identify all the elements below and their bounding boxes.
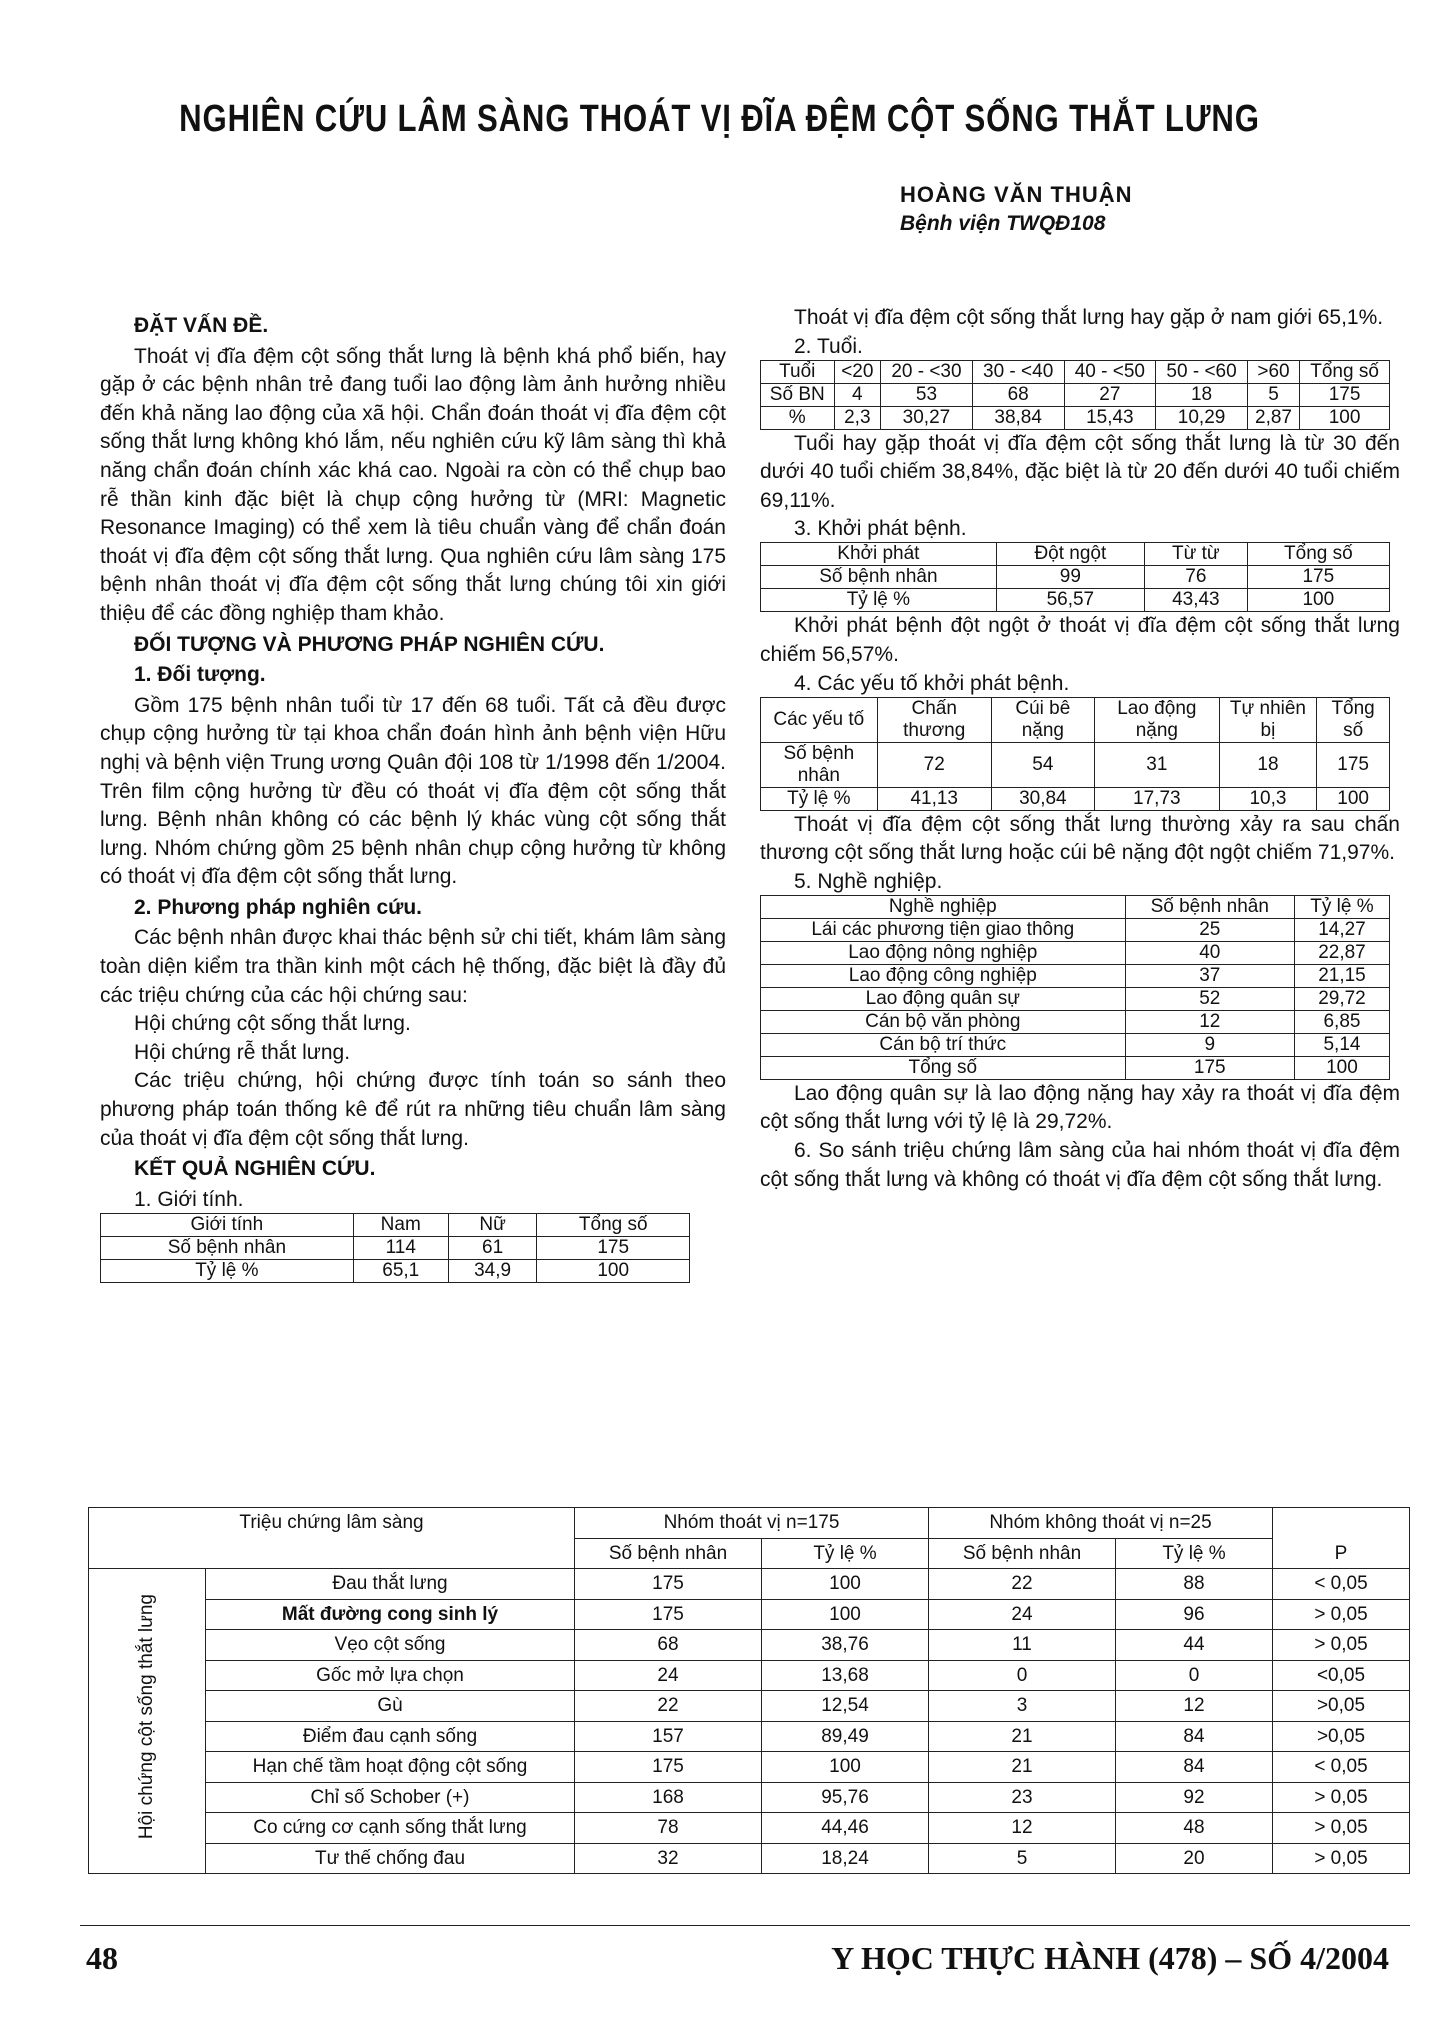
- table-cell: 56,57: [996, 589, 1144, 612]
- table-row: [761, 697, 1390, 742]
- table-cell: 20: [1116, 1843, 1273, 1874]
- paragraph-age-result: Tuổi hay gặp thoát vị đĩa đệm cột sống thắt lưng là từ 30 đến dưới 40 tuổi chiếm 38,84%, đặc biệt là từ 20 đến dưới 40 tuổi chiếm 69,11%.: [760, 431, 1400, 512]
- table-cell: 10,29: [1156, 406, 1248, 429]
- table-cell: 13,68: [762, 1660, 929, 1691]
- table-cell: 22: [929, 1569, 1116, 1600]
- table-cell: 100: [762, 1599, 929, 1630]
- table-cell: 25: [1125, 918, 1294, 941]
- table-cell: Số bệnh nhân: [1125, 895, 1294, 918]
- paragraph-method: Các bệnh nhân được khai thác bệnh sử chi tiết, khám lâm sàng toàn diện kiểm tra thần kinh một cách hệ thống, đặc biệt là đầy đủ các triệu chứng của các hội chứng sau:: [100, 926, 726, 1007]
- table-cell: >0,05: [1273, 1691, 1410, 1722]
- table-cell: 18: [1219, 742, 1317, 787]
- onset-table: [760, 542, 1390, 612]
- table-cell: 68: [575, 1630, 762, 1661]
- table-cell: 18,24: [762, 1843, 929, 1874]
- table-cell: Lái các phương tiện giao thông: [761, 918, 1126, 941]
- table-cell: 40: [1125, 941, 1294, 964]
- list-item-lumbar-syndrome: Hội chứng cột sống thắt lưng.: [134, 1012, 411, 1036]
- table-cell: <0,05: [1273, 1660, 1410, 1691]
- table-cell: 50 - <60: [1156, 360, 1248, 383]
- table-cell: 6,85: [1294, 1010, 1389, 1033]
- table-cell: Khởi phát: [761, 543, 997, 566]
- paragraph-subjects: Gồm 175 bệnh nhân tuổi từ 17 đến 68 tuổi. Tất cả đều được chụp cộng hưởng từ tại khoa chẩn đoán hình ảnh bệnh viện Hữu nghị và bệnh viện Trung ương Quân đội 108 từ 1/1998 đến 1/2004. Trên film cộng hưởng từ đều có thoát vị đĩa đệm cột sống thắt lưng. Bệnh nhân không có các bệnh lý khác vùng cột sống thắt lưng. Nhóm chứng gồm 25 bệnh nhân chụp cộng hưởng từ không có thoát vị đĩa đệm cột sống thắt lưng.: [100, 693, 726, 889]
- table-cell: 84: [1116, 1721, 1273, 1752]
- table-row: [761, 360, 1390, 383]
- table-cell: 17,73: [1094, 787, 1219, 810]
- table-cell: 32: [575, 1843, 762, 1874]
- table-cell: >60: [1247, 360, 1299, 383]
- table-header-p: P: [1273, 1508, 1410, 1569]
- sex-table: [100, 1213, 690, 1283]
- table-cell: Lao động công nghiệp: [761, 964, 1126, 987]
- table-cell: 14,27: [1294, 918, 1389, 941]
- table-cell: Co cứng cơ cạnh sống thắt lưng: [206, 1813, 575, 1844]
- table-cell: 41,13: [877, 787, 991, 810]
- paragraph-intro: Thoát vị đĩa đệm cột sống thắt lưng là bệnh khá phổ biến, hay gặp ở các bệnh nhân trẻ đang tuổi lao động làm ảnh hưởng nhiều đến khả năng lao động của xã hội. Chẩn đoán thoát vị đĩa đệm cột sống thắt lưng không khó lắm, nếu nghiên cứu kỹ lâm sàng thì khả năng chẩn đoán chính xác khá cao. Ngoài ra còn có thể chụp bao rễ thần kinh đặc biệt là chụp cộng hưởng từ (MRI: Magnetic Resonance Imaging) có thể xem là tiêu chuẩn vàng để chẩn đoán thoát vị đĩa đệm cột sống thắt lưng. Qua nghiên cứu lâm sàng 175 bệnh nhân thoát vị đĩa đệm cột sống thắt lưng chúng tôi xin giới thiệu để các đồng nghiệp tham khảo.: [100, 344, 726, 625]
- table-cell: 44,46: [762, 1813, 929, 1844]
- table-row: [89, 1813, 1410, 1844]
- table-row: [89, 1691, 1410, 1722]
- table-row: [101, 1259, 690, 1282]
- table-cell: 22: [575, 1691, 762, 1722]
- table-cell: Số bệnh nhân: [761, 566, 997, 589]
- table-cell: 68: [972, 383, 1064, 406]
- onset-table-caption: 3. Khởi phát bệnh.: [794, 517, 967, 541]
- table-row: [761, 987, 1390, 1010]
- table-cell: 61: [448, 1236, 537, 1259]
- table-cell: 31: [1094, 742, 1219, 787]
- table-cell: 2,3: [834, 406, 881, 429]
- table-cell: 24: [929, 1599, 1116, 1630]
- table-cell: Số BN: [761, 383, 835, 406]
- table-row: [761, 383, 1390, 406]
- page-number: 48: [86, 1940, 118, 1976]
- table-cell: 9: [1125, 1033, 1294, 1056]
- table-cell: 48: [1116, 1813, 1273, 1844]
- subheading-method: 2. Phương pháp nghiên cứu.: [134, 895, 423, 919]
- table-cell: >0,05: [1273, 1721, 1410, 1752]
- table-cell: 44: [1116, 1630, 1273, 1661]
- table-cell: 40 - <50: [1064, 360, 1156, 383]
- table-row: [761, 964, 1390, 987]
- table-cell: 95,76: [762, 1782, 929, 1813]
- table-cell: Gù: [206, 1691, 575, 1722]
- table-cell: Nam: [353, 1213, 448, 1236]
- table-cell: 89,49: [762, 1721, 929, 1752]
- table-cell: 175: [1247, 566, 1389, 589]
- table-row: [761, 918, 1390, 941]
- table-cell: Tuổi: [761, 360, 835, 383]
- table-cell: Cúi bê nặng: [991, 697, 1094, 742]
- table-cell: 65,1: [353, 1259, 448, 1282]
- table-cell: 21: [929, 1721, 1116, 1752]
- table-cell: > 0,05: [1273, 1599, 1410, 1630]
- table-cell: Nghề nghiệp: [761, 895, 1126, 918]
- table-row: [89, 1630, 1410, 1661]
- table-cell: Hạn chế tầm hoạt động cột sống: [206, 1752, 575, 1783]
- footer-divider: [80, 1925, 1410, 1926]
- table-cell: Tổng số: [1317, 697, 1390, 742]
- table-row: [761, 787, 1390, 810]
- table-cell: Tự nhiên bị: [1219, 697, 1317, 742]
- table-cell: 30,27: [881, 406, 973, 429]
- table-header-count: Số bệnh nhân: [929, 1538, 1116, 1569]
- age-table-caption: 2. Tuổi.: [794, 334, 863, 358]
- paragraph-comparison-intro: 6. So sánh triệu chứng lâm sàng của hai nhóm thoát vị đĩa đệm cột sống thắt lưng và không có thoát vị đĩa đệm cột sống thắt lưng.: [760, 1138, 1400, 1191]
- table-cell: Tổng số: [761, 1056, 1126, 1079]
- table-cell: 99: [996, 566, 1144, 589]
- table-cell: 84: [1116, 1752, 1273, 1783]
- table-cell: 24: [575, 1660, 762, 1691]
- table-row: [101, 1236, 690, 1259]
- table-cell: 100: [1300, 406, 1390, 429]
- table-cell: 72: [877, 742, 991, 787]
- table-cell: Chấn thương: [877, 697, 991, 742]
- table-row: [89, 1843, 1410, 1874]
- table-cell: Gốc mở lựa chọn: [206, 1660, 575, 1691]
- factor-table-caption: 4. Các yếu tố khởi phát bệnh.: [794, 671, 1070, 695]
- table-cell: 100: [1247, 589, 1389, 612]
- table-cell: 168: [575, 1782, 762, 1813]
- table-row: [761, 543, 1390, 566]
- table-cell: 54: [991, 742, 1094, 787]
- table-header-pct: Tỷ lệ %: [1116, 1538, 1273, 1569]
- table-cell: Chỉ số Schober (+): [206, 1782, 575, 1813]
- table-row: [89, 1599, 1410, 1630]
- table-cell: < 0,05: [1273, 1752, 1410, 1783]
- table-row: [761, 742, 1390, 787]
- table-cell: 0: [1116, 1660, 1273, 1691]
- table-cell: 21,15: [1294, 964, 1389, 987]
- table-cell: 96: [1116, 1599, 1273, 1630]
- table-cell: 12: [929, 1813, 1116, 1844]
- table-row: [761, 566, 1390, 589]
- table-cell: Từ từ: [1144, 543, 1247, 566]
- factor-table: [760, 697, 1390, 811]
- table-header-group1: Nhóm thoát vị n=175: [575, 1508, 929, 1539]
- table-cell: 11: [929, 1630, 1116, 1661]
- row-group-label-text: Hội chứng cột sống thắt lưng: [136, 1593, 158, 1839]
- table-row: [89, 1660, 1410, 1691]
- table-cell: Giới tính: [101, 1213, 354, 1236]
- table-cell: Tổng số: [1300, 360, 1390, 383]
- table-cell: Tổng số: [1247, 543, 1389, 566]
- table-cell: %: [761, 406, 835, 429]
- table-row: [761, 941, 1390, 964]
- table-cell: Điểm đau cạnh sống: [206, 1721, 575, 1752]
- paragraph-factor-result: Thoát vị đĩa đệm cột sống thắt lưng thường xảy ra sau chấn thương cột sống thắt lưng hoặc cúi bê nặng đột ngột chiếm 71,97%.: [760, 812, 1400, 865]
- table-cell: 22,87: [1294, 941, 1389, 964]
- table-cell: 5: [929, 1843, 1116, 1874]
- table-cell: < 0,05: [1273, 1569, 1410, 1600]
- table-row: [761, 1033, 1390, 1056]
- table-cell: 175: [575, 1599, 762, 1630]
- table-row: [101, 1213, 690, 1236]
- author-affiliation: Bệnh viện TWQĐ108: [900, 212, 1106, 235]
- table-cell: 37: [1125, 964, 1294, 987]
- table-cell: 175: [1125, 1056, 1294, 1079]
- table-cell: 21: [929, 1752, 1116, 1783]
- table-header-count: Số bệnh nhân: [575, 1538, 762, 1569]
- table-row: [89, 1569, 1410, 1600]
- table-cell: Lao động nặng: [1094, 697, 1219, 742]
- table-cell: 76: [1144, 566, 1247, 589]
- table-row: [761, 895, 1390, 918]
- table-cell: Các yếu tố: [761, 697, 878, 742]
- table-cell: > 0,05: [1273, 1843, 1410, 1874]
- table-cell: Số bệnh nhân: [101, 1236, 354, 1259]
- table-cell: 5: [1247, 383, 1299, 406]
- table-cell: 175: [575, 1569, 762, 1600]
- table-cell: 27: [1064, 383, 1156, 406]
- table-cell: 20 - <30: [881, 360, 973, 383]
- table-cell: 38,76: [762, 1630, 929, 1661]
- table-cell: 10,3: [1219, 787, 1317, 810]
- paragraph-stats: Các triệu chứng, hội chứng được tính toán so sánh theo phương pháp toán thống kê để rút ra những tiêu chuẩn lâm sàng của thoát vị đĩa đệm cột sống thắt lưng.: [100, 1069, 726, 1150]
- table-cell: 2,87: [1247, 406, 1299, 429]
- table-cell: 100: [1294, 1056, 1389, 1079]
- table-header-symptom: Triệu chứng lâm sàng: [89, 1508, 575, 1569]
- age-table: [760, 360, 1390, 430]
- table-row: [89, 1752, 1410, 1783]
- article-title: NGHIÊN CỨU LÂM SÀNG THOÁT VỊ ĐĨA ĐỆM CỘT SỐNG THẮT LƯNG: [179, 98, 1260, 140]
- table-row: [761, 406, 1390, 429]
- section-heading-results: KẾT QUẢ NGHIÊN CỨU.: [134, 1157, 376, 1181]
- table-cell: 100: [762, 1569, 929, 1600]
- table-row: [761, 1010, 1390, 1033]
- row-group-label: [89, 1569, 206, 1874]
- table-cell: 157: [575, 1721, 762, 1752]
- table-cell: 30 - <40: [972, 360, 1064, 383]
- table-cell: 23: [929, 1782, 1116, 1813]
- table-cell: > 0,05: [1273, 1630, 1410, 1661]
- table-cell: 175: [1300, 383, 1390, 406]
- table-cell: Đột ngột: [996, 543, 1144, 566]
- table-cell: Số bệnh nhân: [761, 742, 878, 787]
- table-cell: Tỷ lệ %: [1294, 895, 1389, 918]
- table-cell: Mất đường cong sinh lý: [206, 1599, 575, 1630]
- table-cell: Lao động nông nghiệp: [761, 941, 1126, 964]
- paragraph-sex-result: Thoát vị đĩa đệm cột sống thắt lưng hay gặp ở nam giới 65,1%.: [794, 306, 1384, 329]
- table-cell: Đau thắt lưng: [206, 1569, 575, 1600]
- table-cell: 53: [881, 383, 973, 406]
- job-table-caption: 5. Nghề nghiệp.: [794, 869, 943, 893]
- table-cell: Cán bộ văn phòng: [761, 1010, 1126, 1033]
- section-heading-methods: ĐỐI TƯỢNG VÀ PHƯƠNG PHÁP NGHIÊN CỨU.: [134, 632, 605, 656]
- table-row: [89, 1508, 1410, 1539]
- table-cell: <20: [834, 360, 881, 383]
- table-cell: Lao động quân sự: [761, 987, 1126, 1010]
- table-cell: > 0,05: [1273, 1813, 1410, 1844]
- journal-name: Y HỌC THỰC HÀNH (478) – SỐ 4/2004: [831, 1940, 1389, 1976]
- table-row: [89, 1721, 1410, 1752]
- paragraph-job-result: Lao động quân sự là lao động nặng hay xảy ra thoát vị đĩa đệm cột sống thắt lưng với tỷ lệ là 29,72%.: [760, 1081, 1400, 1134]
- table-cell: Nữ: [448, 1213, 537, 1236]
- table-cell: Cán bộ trí thức: [761, 1033, 1126, 1056]
- table-cell: 175: [575, 1752, 762, 1783]
- table-cell: 100: [762, 1752, 929, 1783]
- paragraph-onset-result: Khởi phát bệnh đột ngột ở thoát vị đĩa đệm cột sống thắt lưng chiếm 56,57%.: [760, 614, 1400, 666]
- table-cell: 5,14: [1294, 1033, 1389, 1056]
- table-cell: 0: [929, 1660, 1116, 1691]
- table-cell: 12,54: [762, 1691, 929, 1722]
- table-cell: 30,84: [991, 787, 1094, 810]
- subheading-subjects: 1. Đối tượng.: [134, 663, 266, 687]
- list-item-root-syndrome: Hội chứng rễ thắt lưng.: [134, 1040, 351, 1064]
- table-header-pct: Tỷ lệ %: [762, 1538, 929, 1569]
- table-cell: 12: [1125, 1010, 1294, 1033]
- table-cell: 175: [1317, 742, 1390, 787]
- table-cell: 3: [929, 1691, 1116, 1722]
- author-name: HOÀNG VĂN THUẬN: [900, 182, 1133, 207]
- table-row: [89, 1782, 1410, 1813]
- table-cell: > 0,05: [1273, 1782, 1410, 1813]
- table-cell: Tỷ lệ %: [761, 589, 997, 612]
- table-cell: 34,9: [448, 1259, 537, 1282]
- table-cell: 88: [1116, 1569, 1273, 1600]
- table-cell: 78: [575, 1813, 762, 1844]
- comparison-table: [88, 1507, 1410, 1874]
- table-cell: 29,72: [1294, 987, 1389, 1010]
- table-cell: 92: [1116, 1782, 1273, 1813]
- table-cell: 18: [1156, 383, 1248, 406]
- table-cell: Vẹo cột sống: [206, 1630, 575, 1661]
- table-cell: 15,43: [1064, 406, 1156, 429]
- table-row: [761, 589, 1390, 612]
- table-cell: Tỷ lệ %: [761, 787, 878, 810]
- sex-table-caption: 1. Giới tính.: [134, 1187, 244, 1211]
- table-cell: 38,84: [972, 406, 1064, 429]
- table-cell: 114: [353, 1236, 448, 1259]
- right-column: [760, 304, 1400, 1194]
- section-heading-intro: ĐẶT VẤN ĐỀ.: [134, 314, 269, 337]
- table-header-group2: Nhóm không thoát vị n=25: [929, 1508, 1273, 1539]
- table-cell: 43,43: [1144, 589, 1247, 612]
- comparison-table-wrapper: [88, 1507, 1410, 1874]
- table-cell: Tỷ lệ %: [101, 1259, 354, 1282]
- table-cell: 12: [1116, 1691, 1273, 1722]
- table-cell: Tổng số: [537, 1213, 690, 1236]
- table-cell: 100: [1317, 787, 1390, 810]
- left-column: [100, 310, 726, 1283]
- job-table: [760, 895, 1390, 1080]
- table-cell: Tư thế chống đau: [206, 1843, 575, 1874]
- table-cell: 175: [537, 1236, 690, 1259]
- table-cell: 52: [1125, 987, 1294, 1010]
- table-cell: 4: [834, 383, 881, 406]
- table-row: [761, 1056, 1390, 1079]
- table-cell: 100: [537, 1259, 690, 1282]
